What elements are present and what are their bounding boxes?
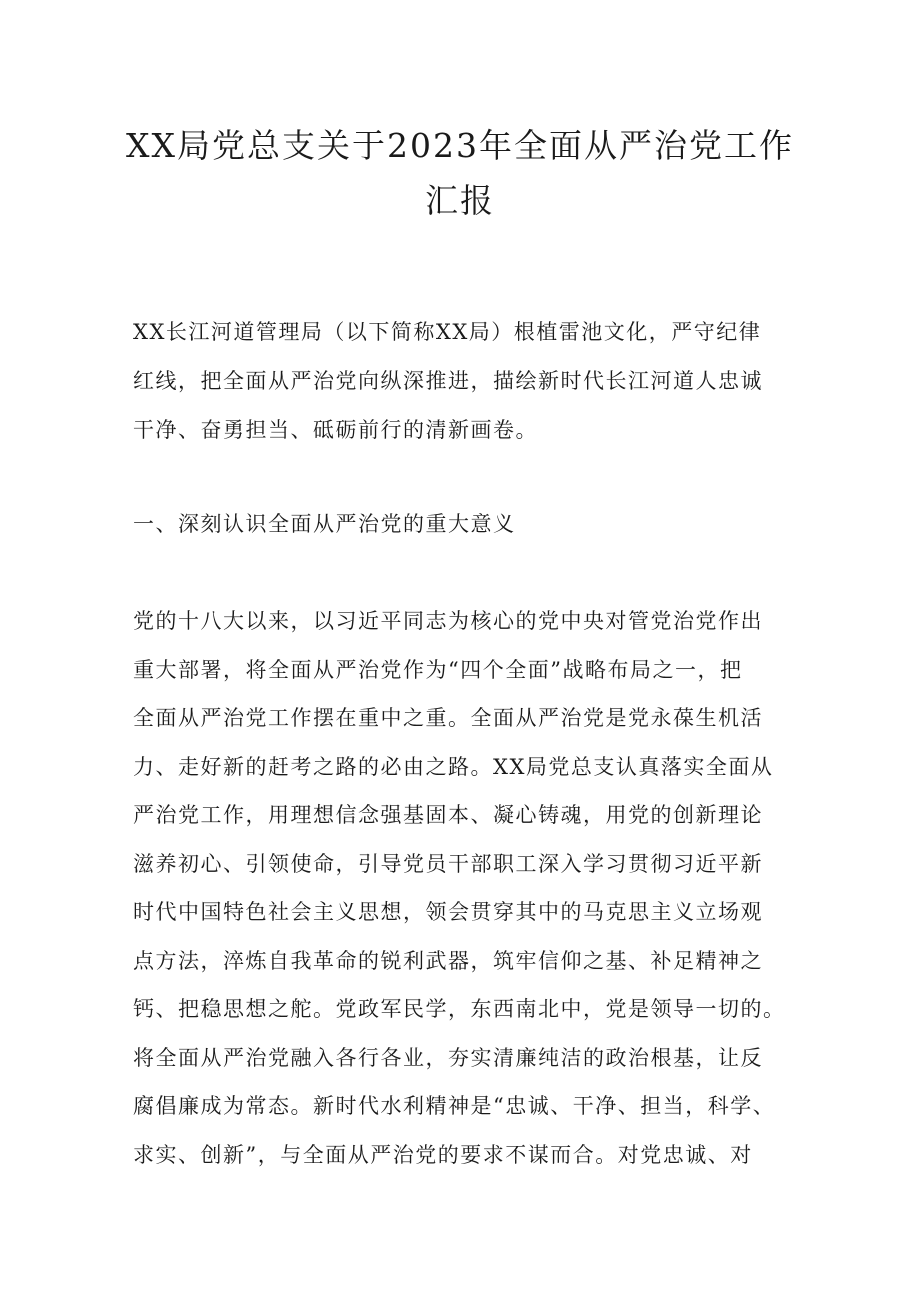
title-line: 汇报 bbox=[425, 181, 495, 220]
body-line: 严治党工作，用理想信念强基固本、凝心铸魂，用党的创新理论 bbox=[133, 803, 763, 827]
intro-line: XX长江河道管理局（以下简称XX局）根植雷池文化，严守纪律 bbox=[133, 320, 762, 344]
body-line: 点方法，淬炼自我革命的锐利武器，筑牢信仰之基、补足精神之 bbox=[133, 948, 763, 973]
body-line: 滋养初心、引领使命，引导党员干部职工深入学习贯彻习近平新 bbox=[133, 851, 763, 876]
section-body-paragraph bbox=[133, 597, 803, 1179]
body-line: 腐倡廉成为常态。新时代水利精神是“忠诚、干净、担当，科学、 bbox=[133, 1094, 776, 1118]
section-heading: 一、深刻认识全面从严治党的重大意义 bbox=[133, 512, 516, 536]
title-line: XX局党总支关于2023年全面从严治党工作 bbox=[126, 126, 794, 165]
intro-paragraph bbox=[133, 308, 803, 455]
body-line: 重大部署，将全面从严治党作为“四个全面”战略布局之一，把 bbox=[133, 657, 743, 682]
body-line: 全面从严治党工作摆在重中之重。全面从严治党是党永葆生机活 bbox=[133, 706, 763, 730]
body-line: 时代中国特色社会主义思想，领会贯穿其中的马克思主义立场观 bbox=[133, 900, 763, 924]
intro-line: 红线，把全面从严治党向纵深推进，描绘新时代长江河道人忠诚 bbox=[133, 369, 763, 393]
body-line: 求实、创新”，与全面从严治党的要求不谋而合。对党忠诚、对 bbox=[133, 1142, 753, 1167]
body-line: 将全面从严治党融入各行各业，夯实清廉纯洁的政治根基，让反 bbox=[133, 1045, 763, 1070]
body-line: 力、走好新的赶考之路的必由之路。XX局党总支认真落实全面从 bbox=[133, 754, 774, 779]
body-line: 党的十八大以来，以习近平同志为核心的党中央对管党治党作出 bbox=[133, 609, 763, 633]
body-line: 钙、把稳思想之舵。党政军民学，东西南北中，党是领导一切的。 bbox=[133, 997, 786, 1021]
intro-line: 干净、奋勇担当、砥砺前行的清新画卷。 bbox=[133, 418, 538, 442]
document-title bbox=[100, 118, 820, 228]
